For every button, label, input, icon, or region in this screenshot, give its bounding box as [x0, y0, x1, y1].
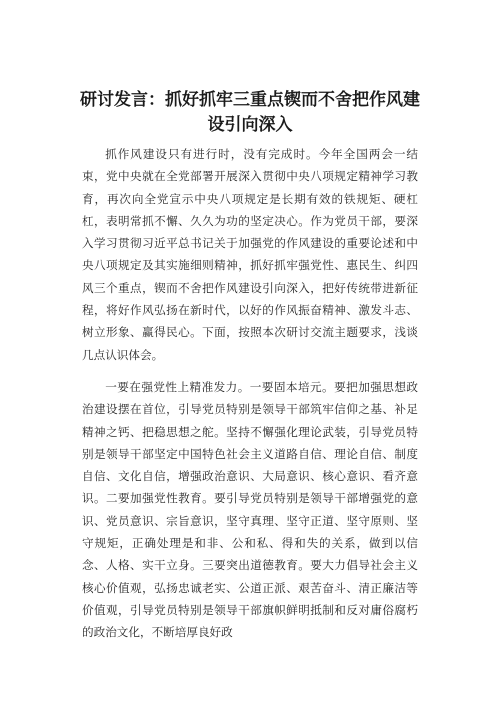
- title-line-2: 设引向深入: [207, 115, 293, 135]
- title-line-1: 研讨发言：抓好抓牢三重点锲而不舍把作风建: [80, 90, 420, 110]
- paragraph-intro: 抓作风建设只有进行时，没有完成时。今年全国两会一结束，党中央就在全党部署开展深入贯彻中央八项规定精神学习教育，再次向全党宣示中央八项规定是长期有效的铁规矩、硬杠杠，表明常抓不懈、久久为功的坚定决心。作为党员干部，要深入学习贯彻习近平总书记关于加强党的作风建设的重要论述和中央八项规定及其实施细则精神，抓好抓牢强党性、惠民生、纠四风三个重点，锲而不舍把作风建设引向深入，把好传统带进新征程，将好作风弘扬在新时代，以好的作风振奋精神、激发斗志、树立形象、赢得民心。下面，按照本次研讨交流主题要求，浅谈几点认识体会。: [82, 147, 418, 362]
- document-body: [82, 143, 418, 654]
- paragraph-party-spirit: 一要在强党性上精准发力。一要固本培元。要把加强思想政治建设摆在首位，引导党员特别是领导干部筑牢信仰之基、补足精神之钙、把稳思想之舵。坚持不懈强化理论武装，引导党员特别是领导干部坚定中国特色社会主义道路自信、理论自信、制度自信、文化自信，增强政治意识、大局意识、核心意识、看齐意识。二要加强党性教育。要引导党员特别是领导干部增强党的意识、党员意识、宗旨意识，坚守真理、坚守正道、坚守原则、坚守规矩，正确处理是和非、公和私、得和失的关系，做到以信念、人格、实干立身。三要突出道德教育。要大力倡导社会主义核心价值观，弘扬忠诚老实、公道正派、艰苦奋斗、清正廉洁等价值观，引导党员特别是领导干部旗帜鲜明抵制和反对庸俗腐朽的政治文化，不断培厚良好政: [82, 379, 418, 640]
- document-title: [60, 88, 440, 138]
